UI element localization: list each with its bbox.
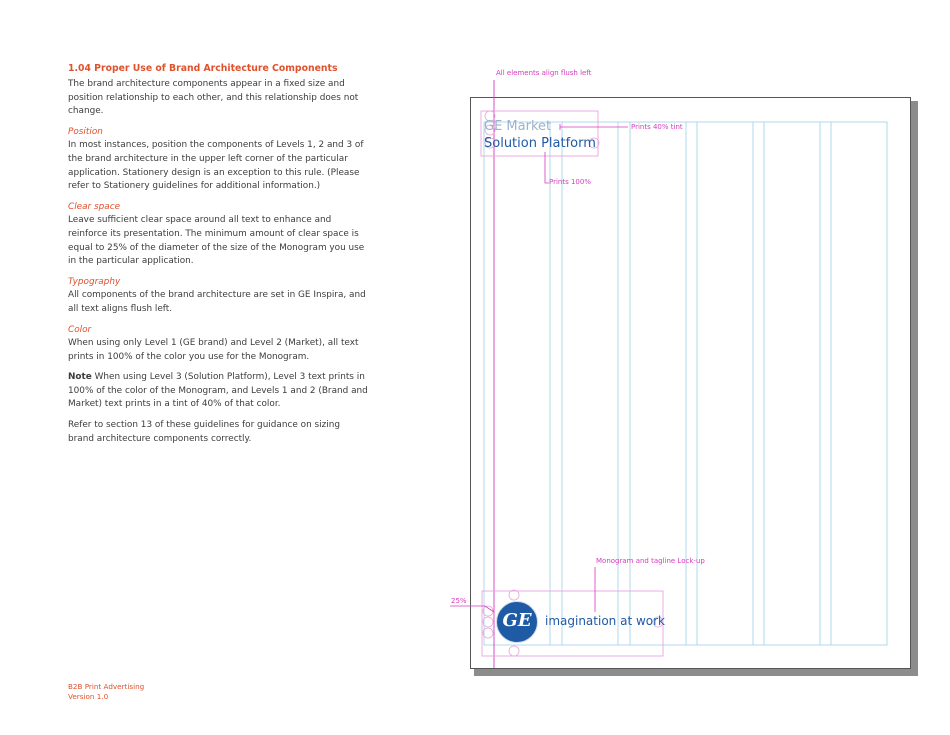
brand-architecture [484, 118, 596, 152]
intro-paragraph: The brand architecture components appear in a fixed size and position relationship to each other, and this relationship does not change. [68, 79, 359, 117]
note-body: When using Level 3 (Solution Platform), Level 3 text prints in 100% of the color of the Monogram, and Levels 1 and 2 (Brand and Market) text prints in a tint of 40% of that color. [68, 372, 368, 410]
section-title: 1.04 Proper Use of Brand Architecture Components [68, 63, 338, 74]
clear-space-circle [509, 590, 519, 600]
tagline: imagination at work [545, 614, 665, 628]
clear-space-circle [483, 606, 493, 616]
annotation-25-percent: 25% [451, 597, 467, 605]
color-heading: Color [68, 324, 92, 335]
margin-box [484, 122, 887, 645]
brand-level-2: GE Market [484, 119, 552, 134]
brand-level-3: Solution Platform [484, 136, 596, 151]
note-label: Note [68, 372, 92, 383]
ge-monogram-icon [496, 601, 538, 643]
clear-space-paragraph: Leave sufficient clear space around all text to enhance and reinforce its presentation. The minimum amount of clear space is equal to 25% of the diameter of the size of the Monogram you use in the particular application. [68, 215, 365, 267]
typography-paragraph: All components of the brand architecture are set in GE Inspira, and all text aligns flush left. [68, 290, 366, 314]
position-heading: Position [68, 126, 103, 137]
clear-space-circle [509, 646, 519, 656]
column-guides [550, 122, 831, 645]
clear-space-heading: Clear space [68, 201, 121, 212]
closing-paragraph: Refer to section 13 of these guidelines for guidance on sizing brand architecture components correctly. [68, 420, 340, 444]
monogram-letters: GE [502, 610, 532, 631]
annotation-lockup: Monogram and tagline Lock-up [596, 557, 705, 565]
footer-title: B2B Print Advertising [68, 682, 145, 691]
clear-space-circle [483, 628, 493, 638]
position-paragraph: In most instances, position the components of Levels 1, 2 and 3 of the brand architecture in the upper left corner of the particular application. Stationery design is an exception to this rule. (Please refer to Stationery guidelines for additional information.) [68, 140, 364, 192]
color-paragraph: When using only Level 1 (GE brand) and Level 2 (Market), all text prints in 100% of the color you use for the Monogram. [68, 338, 359, 362]
annotation-100: Prints 100% [549, 178, 591, 186]
annotation-40-tint: Prints 40% tint [631, 123, 683, 131]
footer-version: Version 1.0 [68, 692, 109, 701]
typography-heading: Typography [68, 276, 121, 287]
annotation-flush-left: All elements align flush left [496, 69, 592, 77]
clear-space-circle [483, 617, 493, 627]
